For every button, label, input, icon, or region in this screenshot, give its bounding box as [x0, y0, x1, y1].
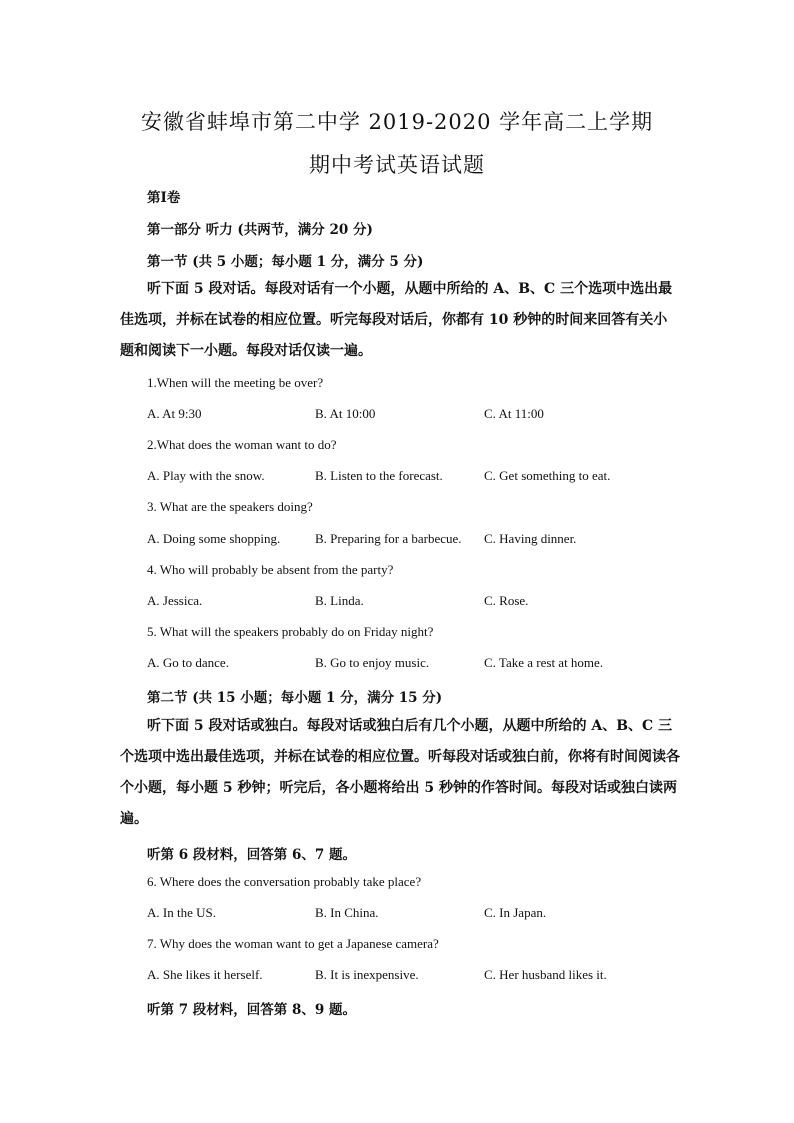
option-a: A. Play with the snow.	[147, 468, 265, 483]
option-b: B. Preparing for a barbecue.	[315, 531, 462, 546]
question-4-options	[147, 593, 707, 611]
question-6-options	[147, 905, 707, 923]
option-c: C. At 11:00	[484, 406, 544, 421]
material-7-note: 听第 7 段材料，回答第 8、9 题。	[147, 1002, 356, 1018]
option-a: A. Doing some shopping.	[147, 531, 281, 546]
option-a: A. In the US.	[147, 905, 216, 920]
option-c: C. Take a rest at home.	[484, 655, 604, 670]
question-3: 3. What are the speakers doing?	[147, 499, 313, 514]
material-6-note: 听第 6 段材料，回答第 6、7 题。	[147, 847, 356, 863]
question-4: 4. Who will probably be absent from the party?	[147, 562, 394, 577]
question-6: 6. Where does the conversation probably take place?	[147, 874, 422, 889]
option-b: B. It is inexpensive.	[315, 967, 419, 982]
question-3-options	[147, 531, 707, 549]
option-c: C. Rose.	[484, 593, 529, 608]
section2-instructions: 听下面 5 段对话或独白。每段对话或独白后有几个小题，从题中所给的 A、B、C 三个选项中选出最佳选项，并标在试卷的相应位置。听每段对话或独白前，你将有时间阅读各个小题，每小题 5 秒钟；听完后，各小题将给出 5 秒钟的作答时间。每段对话或独白读两遍。	[120, 718, 680, 827]
question-5-options	[147, 655, 707, 673]
question-1-options	[147, 406, 707, 424]
part-heading: 第一部分 听力 (共两节，满分 20 分)	[147, 222, 373, 238]
exam-subtitle: 期中考试英语试题	[309, 153, 485, 177]
exam-title: 安徽省蚌埠市第二中学 2019-2020 学年高二上学期	[140, 110, 654, 134]
volume-label: 第Ⅰ卷	[147, 190, 181, 206]
option-b: B. Listen to the forecast.	[315, 468, 443, 483]
option-b: B. Linda.	[315, 593, 364, 608]
question-2: 2.What does the woman want to do?	[147, 437, 337, 452]
section1-instructions: 听下面 5 段对话。每段对话有一个小题，从题中所给的 A、B、C 三个选项中选出最佳选项，并标在试卷的相应位置。听完每段对话后，你都有 10 秒钟的时间来回答有关小题和阅读下一小题。每段对话仅读一遍。	[120, 281, 673, 359]
question-7: 7. Why does the woman want to get a Japanese camera?	[147, 936, 439, 951]
option-a: A. At 9:30	[147, 406, 202, 421]
question-5: 5. What will the speakers probably do on Friday night?	[147, 624, 434, 639]
question-7-options	[147, 967, 707, 985]
option-b: B. In China.	[315, 905, 379, 920]
option-a: A. She likes it herself.	[147, 967, 263, 982]
option-c: C. Get something to eat.	[484, 468, 611, 483]
option-a: A. Go to dance.	[147, 655, 229, 670]
section1-heading: 第一节 (共 5 小题；每小题 1 分，满分 5 分)	[147, 254, 424, 270]
question-2-options	[147, 468, 707, 486]
option-b: B. At 10:00	[315, 406, 376, 421]
question-1: 1.When will the meeting be over?	[147, 375, 324, 390]
option-b: B. Go to enjoy music.	[315, 655, 430, 670]
option-c: C. In Japan.	[484, 905, 547, 920]
option-c: C. Having dinner.	[484, 531, 577, 546]
option-a: A. Jessica.	[147, 593, 203, 608]
option-c: C. Her husband likes it.	[484, 967, 607, 982]
section2-heading: 第二节 (共 15 小题；每小题 1 分，满分 15 分)	[147, 690, 443, 706]
